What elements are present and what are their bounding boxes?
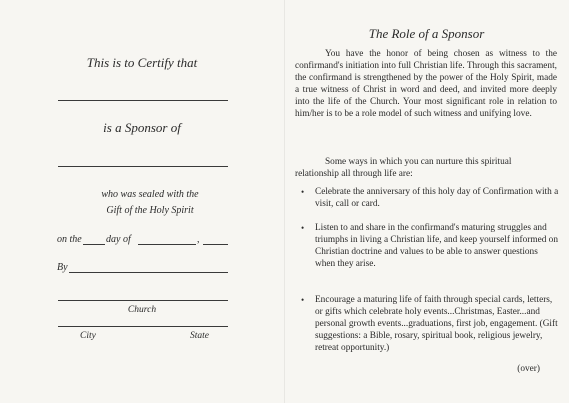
certify-heading: This is to Certify that	[86, 55, 198, 70]
bullet-dot: •	[301, 223, 305, 233]
sponsor-role-panel	[284, 0, 569, 403]
bullet-dot: •	[301, 187, 305, 197]
over-label: (over)	[517, 364, 540, 374]
intro-paragraph: You have the honor of being chosen as witness to the confirmand's initiation into full Christian life. Through this sacrament, the confirmand is strengthened by the power of the Holy Spirit, made a true witness of Christ in word and deed, and invited more deeply into the life of the Church. Your most significant role in relation to him/her is to be a role model of such witness and unifying love.	[295, 49, 557, 120]
bullet-text: Listen to and share in the confirmand's maturing struggles and triumphs in living a Christian life, and keep yourself informed on Christian doctrine and values to be able to answer questions when they arise.	[315, 223, 558, 270]
year-line	[203, 244, 228, 245]
officiant-signature-line	[69, 272, 228, 273]
date-comma: ,	[197, 234, 200, 245]
date-on-label: on the	[57, 234, 82, 245]
bullet-dot: •	[301, 295, 305, 305]
role-title: The Role of a Sponsor	[368, 26, 485, 41]
church-label: Church	[127, 305, 157, 315]
month-line	[138, 244, 196, 245]
city-label: City	[80, 331, 96, 341]
day-number-line	[83, 244, 105, 245]
church-line	[58, 300, 228, 301]
confirmand-name-line	[58, 166, 228, 167]
date-day-of-label: day of	[106, 234, 131, 245]
sealed-statement	[50, 187, 250, 219]
certificate-panel	[0, 0, 284, 403]
sealed-line-1: who was sealed with the	[101, 189, 199, 200]
bullet-text: Encourage a maturing life of faith through special cards, letters, or gifts which celebrate holy events...Christmas, Easter...and personal growth events...graduations, first job, engagement. (Gift suggestions: a Bible, rosary, spiritual book, religious jewelry, retreat opportunity.)	[315, 295, 558, 354]
by-label: By	[57, 262, 68, 273]
sealed-line-2: Gift of the Holy Spirit	[106, 205, 194, 216]
state-label: State	[190, 331, 209, 341]
sponsor-name-line	[58, 100, 228, 101]
ways-paragraph: Some ways in which you can nurture this spiritual relationship all through life are:	[295, 157, 512, 180]
city-state-line	[58, 326, 228, 327]
bullet-text: Celebrate the anniversary of this holy day of Confirmation with a visit, call or card.	[315, 187, 559, 210]
sponsor-of-heading: is a Sponsor of	[103, 120, 181, 135]
